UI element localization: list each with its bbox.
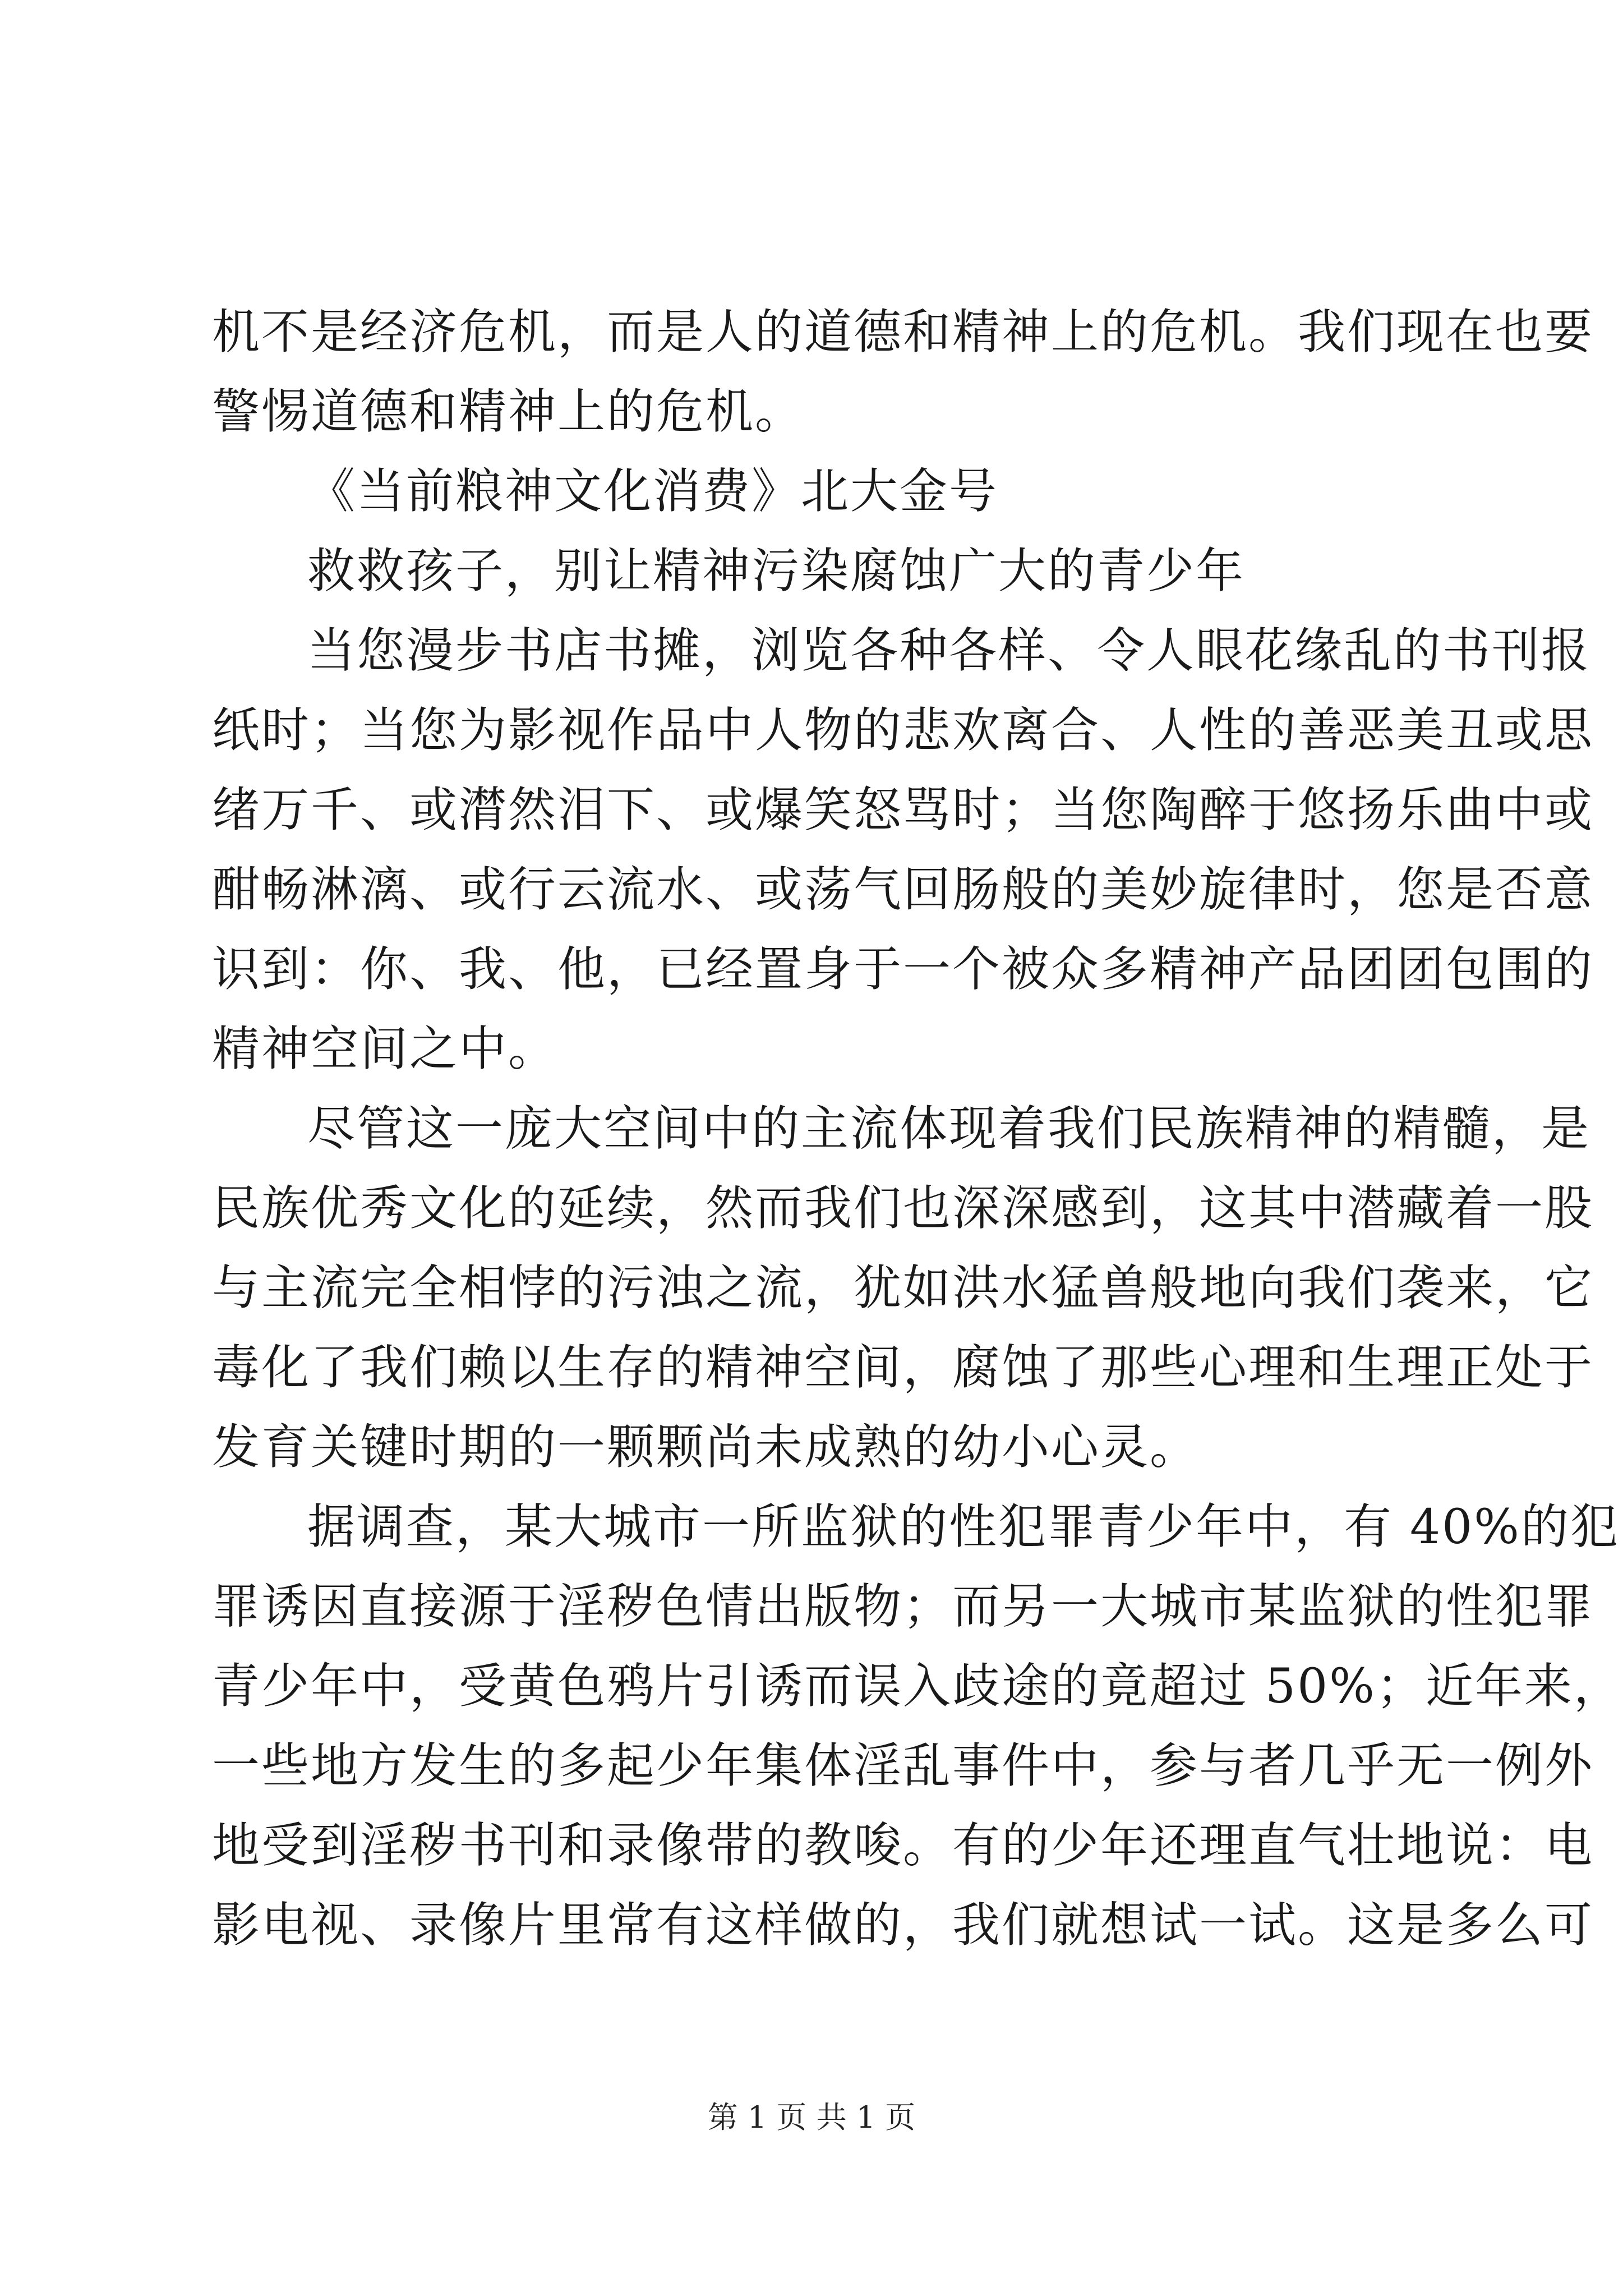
text-line: 毒化了我们赖以生存的精神空间，腐蚀了那些心理和生理正处于	[212, 1340, 1594, 1396]
text-line: 精神空间之中。	[212, 1022, 558, 1077]
document-body	[212, 293, 1623, 1966]
text-line: 尽管这一庞大空间中的主流体现着我们民族精神的精髓，是	[307, 1101, 1591, 1157]
text-line: 酣畅淋漓、或行云流水、或荡气回肠般的美妙旋律时，您是否意	[212, 862, 1594, 918]
section-heading: 救救孩子，别让精神污染腐蚀广大的青少年	[307, 544, 1246, 599]
text-line: 警惕道德和精神上的危机。	[212, 384, 805, 440]
text-line: 影电视、录像片里常有这样做的，我们就想试一试。这是多么可	[212, 1898, 1594, 1953]
text-line: 地受到淫秽书刊和录像带的教唆。有的少年还理直气壮地说：电	[212, 1818, 1594, 1874]
text-line: 当您漫步书店书摊，浏览各种各样、令人眼花缘乱的书刊报	[307, 623, 1591, 679]
text-line: 绪万千、或潸然泪下、或爆笑怒骂时；当您陶醉于悠扬乐曲中或	[212, 783, 1594, 838]
text-line: 发育关键时期的一颗颗尚未成熟的幼小心灵。	[212, 1420, 1200, 1475]
text-line: 纸时；当您为影视作品中人物的悲欢离合、人性的善恶美丑或思	[212, 703, 1594, 758]
text-line: 民族优秀文化的延续，然而我们也深深感到，这其中潜藏着一股	[212, 1181, 1594, 1236]
text-line: 青少年中，受黄色鸦片引诱而误入歧途的竟超过 50%；近年来，	[212, 1659, 1623, 1714]
citation-line: 《当前粮神文化消费》北大金号	[307, 464, 999, 519]
page-footer	[0, 2098, 1623, 2137]
text-line: 一些地方发生的多起少年集体淫乱事件中，参与者几乎无一例外	[212, 1738, 1594, 1794]
text-line: 罪诱因直接源于淫秽色情出版物；而另一大城市某监狱的性犯罪	[212, 1579, 1594, 1635]
text-line: 机不是经济危机，而是人的道德和精神上的危机。我们现在也要	[212, 305, 1594, 360]
text-line: 识到：你、我、他，已经置身于一个被众多精神产品团团包围的	[212, 942, 1594, 997]
text-line: 据调查，某大城市一所监狱的性犯罪青少年中，有 40%的犯	[307, 1499, 1620, 1555]
text-line: 与主流完全相悖的污浊之流，犹如洪水猛兽般地向我们袭来，它	[212, 1260, 1594, 1316]
page-number-label: 第 1 页 共 1 页	[707, 2100, 916, 2135]
